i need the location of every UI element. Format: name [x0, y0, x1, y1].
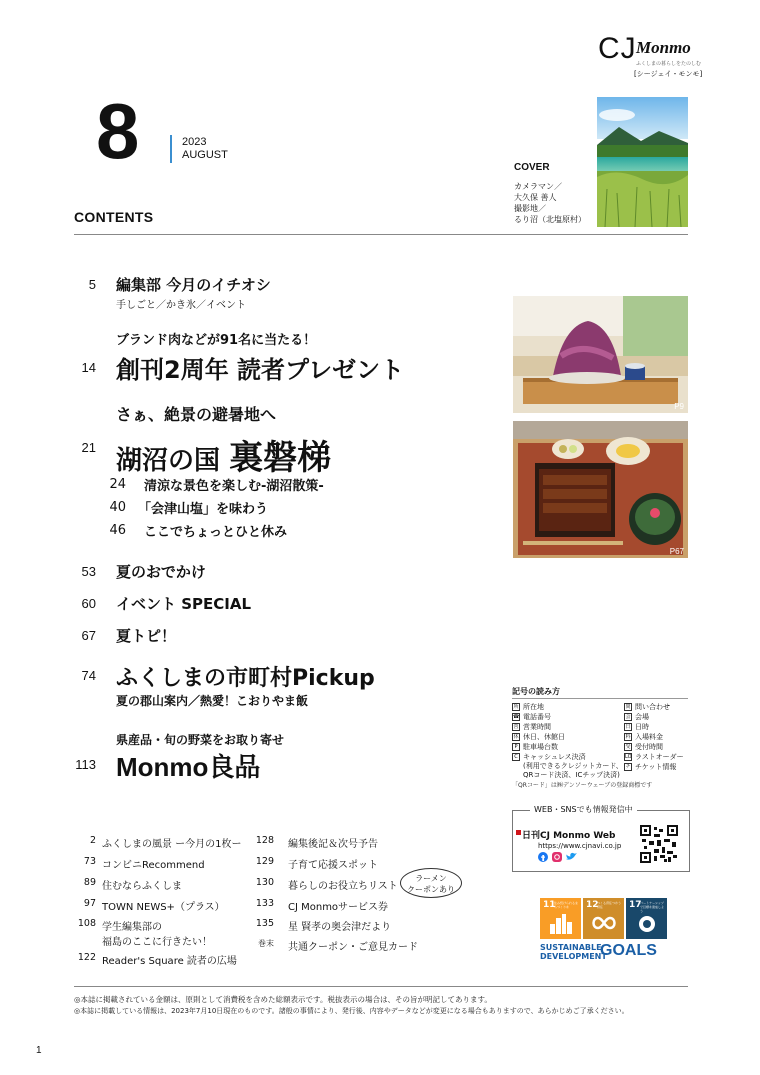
footer-note: ◎本誌に掲載している情報は、2023年7月10日現在のものです。諸般の事情により、発行後、内容やデータなどが変更になる場合もありますので、あらかじめご了承ください。 — [74, 1007, 629, 1015]
sdg-goal-12-tile: 12 つくる責任つかう責任 — [583, 898, 624, 939]
toc-title-part: 湖沼の国 — [116, 446, 221, 476]
toc-subentry[interactable]: ここでちょっとひと休み — [144, 525, 288, 540]
legend-item: LO ラストオーダー — [625, 753, 684, 761]
toc-entry-sub: 手しごと／かき氷／イベント — [116, 300, 246, 311]
toc-entry-title[interactable] — [116, 430, 331, 479]
twitter-icon[interactable] — [566, 852, 577, 862]
cashless-icon: C — [512, 753, 520, 761]
closed-icon: 休 — [513, 734, 519, 740]
page-number: 1 — [36, 1045, 42, 1056]
toc-entry-kicker: さぁ、絶景の避暑地へ — [116, 405, 277, 424]
cover-title: COVER — [514, 162, 550, 173]
toc-entry-sub: 夏の郡山案内／熱愛！こおりやま飯 — [116, 694, 309, 708]
toc-page-number: 21 — [81, 440, 96, 455]
toc-page-number: 40 — [109, 500, 126, 515]
ticket-icon: チ — [625, 764, 631, 770]
web-site-name[interactable]: 日刊CJ Monmo Web — [522, 831, 616, 841]
legend-item: 受 受付時間 — [625, 743, 663, 751]
unaju-photo — [513, 421, 688, 558]
venue-icon: 会 — [625, 714, 631, 720]
toc-entry-title[interactable]: イベント SPECIAL — [116, 595, 252, 613]
toc-page-number: 14 — [81, 360, 96, 375]
instagram-icon[interactable] — [552, 852, 562, 862]
toc-entry-title[interactable]: ふくしまの市町村Pickup — [116, 666, 375, 691]
legend-title: 記号の読み方 — [512, 687, 560, 696]
toc-page-number: 74 — [81, 668, 96, 683]
toc-page-number: 5 — [88, 277, 96, 292]
issue-number: 8 — [96, 87, 138, 175]
contents-heading: CONTENTS — [74, 209, 154, 225]
qr-code[interactable] — [640, 825, 678, 863]
cover-credit-line: カメラマン／ — [514, 182, 562, 191]
facebook-icon[interactable] — [538, 852, 548, 862]
social-icons — [538, 852, 577, 862]
legend-item: P 駐車場台数 — [512, 742, 558, 752]
toc-title-part: 裏磐梯 — [229, 438, 332, 478]
fee-icon: 料 — [625, 734, 631, 740]
legend-item: 所 所在地 — [513, 703, 544, 711]
toc-entry-title[interactable]: 夏のおでかけ — [116, 563, 206, 581]
legend-item: 料 入場料金 — [625, 733, 663, 741]
cover-photo — [597, 97, 688, 227]
issue-year: 2023 — [182, 136, 207, 148]
web-sns-title: WEB・SNSでも情報発信中 — [530, 804, 637, 815]
kakigori-photo — [513, 296, 688, 413]
reception-icon: 受 — [625, 744, 631, 750]
toc-page-number: 113 — [75, 757, 96, 772]
bullet-icon — [516, 830, 521, 835]
sdg-goal-11-tile: 11 住み続けられるまちづくりを — [540, 898, 581, 939]
toc-page-number: 60 — [81, 596, 96, 611]
legend-item: 会 会場 — [625, 713, 649, 721]
phone-icon: ☎ — [513, 714, 520, 720]
toc-entry-kicker: ブランド肉などが91名に当たる！ — [116, 333, 317, 348]
toc-entry-title[interactable]: 夏トピ！ — [116, 627, 177, 645]
toc-entry-title[interactable]: Monmo良品 — [116, 752, 261, 782]
parking-icon: P — [512, 743, 520, 751]
last-order-icon: LO — [625, 754, 632, 760]
hours-icon: 営 — [513, 724, 519, 730]
toc-entry-title[interactable]: 編集部 今月のイチオシ — [116, 276, 271, 294]
legend-item: 問 問い合わせ — [625, 703, 670, 711]
toc-entry-kicker: 県産品・旬の野菜をお取り寄せ — [116, 733, 285, 747]
magazine-logo — [598, 32, 710, 82]
toc-page-number: 24 — [109, 477, 126, 492]
legend-item: 日 日時 — [625, 723, 649, 731]
legend-item: C キャッシュレス決済 — [512, 752, 586, 762]
photo-page-label: P9 — [674, 402, 684, 411]
cover-credit-line: るり沼（北塩原村） — [514, 215, 586, 224]
web-url[interactable]: https://www.cjnavi.co.jp — [538, 842, 622, 850]
toc-subentry[interactable]: 清涼な景色を楽しむ-湖沼散策- — [144, 479, 324, 494]
cover-credit-line: 撮影地／ — [514, 204, 546, 213]
toc-subentry[interactable]: 「会津山塩」を味わう — [138, 502, 269, 517]
logo-cj: CJ — [598, 32, 637, 65]
legend-note: 「QRコード」は㈱デンソーウェーブの登録商標です — [512, 782, 653, 789]
ramen-coupon-bubble: ラーメン クーポンあり — [400, 868, 462, 898]
cover-credit-line: 大久保 善人 — [514, 193, 557, 202]
toc-page-number: 53 — [81, 564, 96, 579]
legend-item: チ チケット情報 — [625, 763, 677, 771]
legend-item-note: (利用できるクレジットカード、 — [523, 762, 623, 770]
photo-page-label: P67 — [669, 547, 684, 556]
logo-subtitle: ふくしまの暮らしをたのしむ — [636, 61, 702, 67]
legend-item: ☎ 電話番号 — [513, 713, 551, 721]
toc-page-number: 46 — [109, 523, 126, 538]
contents-rule — [74, 234, 688, 235]
date-icon: 日 — [625, 724, 631, 730]
sdg-wordmark: SUSTAINABLE DEVELOPMENT — [540, 943, 607, 961]
sdg-goals-logo: GOALS — [600, 942, 657, 959]
legend-item: 営 営業時間 — [513, 723, 551, 731]
toc-entry-title[interactable]: 創刊2周年 読者プレゼント — [116, 356, 405, 384]
address-icon: 所 — [513, 704, 519, 710]
issue-month: AUGUST — [182, 149, 228, 161]
inquiry-icon: 問 — [625, 704, 631, 710]
legend-rule — [512, 698, 688, 699]
toc-page-number: 67 — [81, 628, 96, 643]
legend-item-note: QRコード決済、ICチップ決済) — [523, 771, 620, 779]
footer-rule — [74, 986, 688, 987]
footer-note: ◎本誌に掲載されている金額は、原則として消費税を含めた総額表示です。税抜表示の場合は、その旨が明記してあります。 — [74, 995, 492, 1004]
sdg-goal-17-tile: 17 パートナーシップで目標を達成しよう — [626, 898, 667, 939]
logo-monmo: Monmo — [636, 38, 691, 57]
issue-divider — [170, 135, 172, 163]
legend-item: 休 休日、休館日 — [513, 733, 565, 741]
logo-kana: [シージェイ・モンモ] — [634, 70, 703, 78]
